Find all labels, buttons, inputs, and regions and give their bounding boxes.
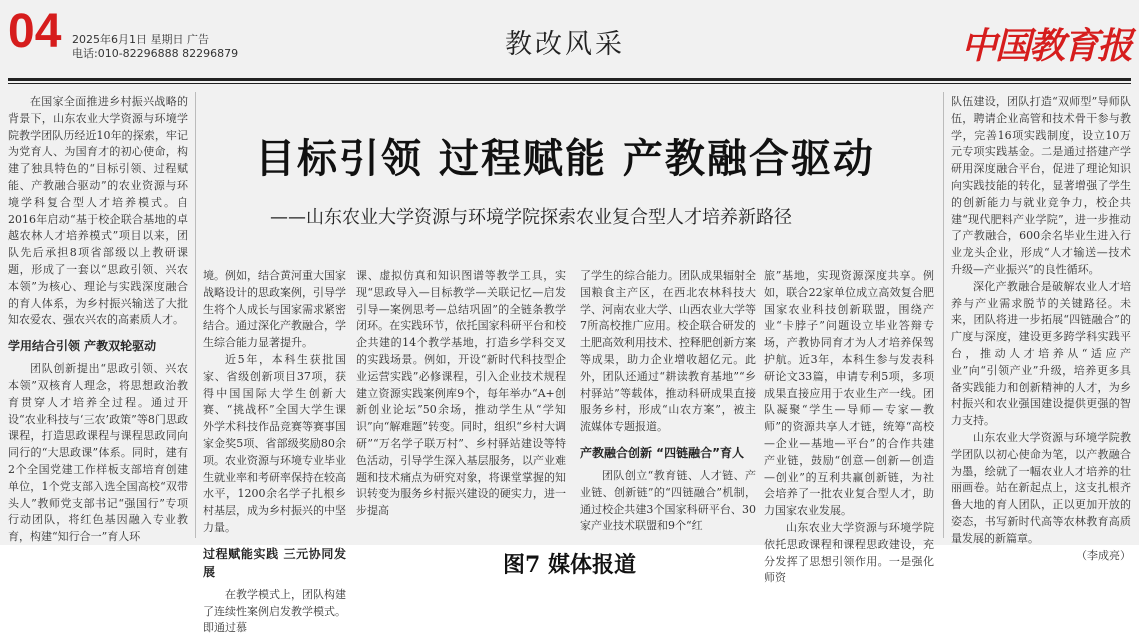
paragraph: 了学生的综合能力。团队成果辐射全国粮食主产区，在西北农林科技大学、河南农业大学、山西农业大学等7所高校推广应用。校企联合研发的土肥高效利用技术、控释肥创新方案等成果，助力企业增收超亿元。此外，团队还通过“耕读教育基地”“乡村驿站”等载体，推动科研成果直接服务乡村，形成“山农方案”，被主流媒体专题报道。: [580, 269, 756, 434]
paragraph: 山东农业大学资源与环境学院依托思政课程和课程思政建设，充分发挥了思想引领作用。一是强化师资: [764, 520, 934, 585]
paragraph: 山东农业大学资源与环境学院教学团队以初心使命为笔，以产教融合为墨，绘就了一幅农业人才培养的壮丽画卷。站在新起点上，这支扎根齐鲁大地的育人团队，正以更加开放的姿态，书写新时代高等农林教育高质量发展的新篇章。: [951, 430, 1131, 545]
paragraph: 近5年，本科生获批国家、省级创新项目37项，获得中国国际大学生创新大赛、“挑战杯”全国大学生课外学术科技作品竞赛等赛事国家金奖5项、省部级奖励80余项。农业资源与环境专业毕业生就业率和考研率保持在较高水平，1200余名学子扎根乡村基层，成为乡村振兴的中坚力量。: [203, 352, 346, 534]
masthead-info: [72, 33, 238, 61]
subhead-1: 学用结合引领 产教双轮驱动: [8, 339, 157, 354]
column-4: [580, 268, 756, 540]
page-number: 04: [8, 5, 62, 58]
subheadline: ——山东农业大学资源与环境学院探索农业复合型人才培养新路径: [270, 207, 792, 228]
paragraph: 境。例如，结合黄河重大国家战略设计的思政案例，引导学生将个人成长与国家需求紧密结合。通过深化产教融合，学生综合能力显著提升。: [203, 269, 346, 350]
newspaper-logo: 中国教育报: [960, 25, 1131, 67]
subhead-2: 过程赋能实践 三元协同发展: [203, 546, 346, 579]
paragraph: 深化产教融合是破解农业人才培养与产业需求脱节的关键路径。未来，团队将进一步拓展“四链融合”的广度与深度，建设更多跨学科实践平台，推动人才培养从“适应产业”向“引领产业”升级，培养更多具备实践能力和创新精神的人才，为乡村振兴和农业强国建设提供更强的智力支持。: [951, 279, 1131, 428]
phone-line: 电话:010-82296888 82296879: [72, 47, 239, 60]
paragraph: 团队创立“教育链、人才链、产业链、创新链”的“四链融合”机制，通过校企共建3个国家科研平台、30家产业技术联盟和9个“红: [580, 468, 756, 533]
date-line: 2025年6月1日 星期日 广告: [72, 33, 209, 46]
masthead-rule-thin: [8, 83, 1131, 84]
column-divider: [943, 92, 944, 538]
column-right: [951, 94, 1131, 562]
paragraph: 在教学模式上，团队构建了连续性案例启发教学模式。即通过慕: [203, 587, 346, 635]
column-3: [356, 268, 566, 540]
paragraph: 团队创新提出“思政引领、兴农本领”双核育人理念，将思想政治教育贯穿人才培养全过程。通过开设“农业科技与‘三农’政策”等8门思政课程，打造思政课程与课程思政同向同行的“大思政课”体系。同时，建有2个全国党建工作样板支部培育创建单位，1个党支部入选全国高校“双带头人”教师党支部书记“强国行”专项行动团队，将红色基因融入专业教育，构建“知行合一”育人环: [8, 362, 188, 544]
subhead-3: 产教融合创新 “四链融合”育人: [580, 445, 744, 460]
column-divider: [195, 92, 196, 538]
figure-caption: 图7 媒体报道: [503, 552, 636, 578]
column-left: [8, 94, 188, 544]
intro-paragraph: 在国家全面推进乡村振兴战略的背景下，山东农业大学资源与环境学院教学团队历经近10年的探索，牢记为党育人、为国育才的初心使命，构建了独具特色的“目标引领、过程赋能、产教融合驱动”的农业资源与环境学科复合型人才培养模式。自2016年启动“基于校企联合基地的卓越农林人才培养模式”项目以来，团队先后承担8项省部级以上教研课题，形成了一套以“思政引领、兴农本领”为核心、理论与实践深度融合的育人体系，为乡村振兴输送了大批知农爱农、强农兴农的高素质人才。: [8, 95, 188, 327]
column-5: [764, 268, 934, 585]
headline: 目标引领 过程赋能 产教融合驱动: [255, 136, 875, 182]
paragraph: 队伍建设，团队打造“双师型”导师队伍，聘请企业高管和技术骨干参与教学，完善16项实践制度，设立10万元专项实践基金。二是通过搭建产学研用深度融合平台，促进了理论知识向实践技能的转化，显著增强了学生的创新能力与就业竞争力，校企共建“现代肥料产业学院”，进一步推动了产教融合，600余名毕业生进入行业龙头企业，形成“人才输送—技术升级—产业振兴”的良性循环。: [951, 95, 1131, 276]
section-title: 教改风采: [505, 29, 625, 60]
byline: （李成亮）: [1076, 548, 1131, 562]
column-2: [203, 268, 346, 635]
paragraph: 旅”基地，实现资源深度共享。例如，联合22家单位成立高效复合肥国家农业科技创新联盟，围绕产业“卡脖子”问题设立毕业答辩专场，产教协同育才为人才培养保驾护航。近3年，本科生参与发表科研论文33篇，申请专利5项，多项成果直接应用于农业生产一线。团队凝聚“学生—导师—专家—教师”的资源共享人才链，统筹“高校—企业—基地—平台”的合作共建产业链，鼓励“创意—创新—创造—创业”的互利共赢创新链，为社会培养了一批农业复合型人才，助力国家农业发展。: [764, 269, 934, 518]
paragraph: 课、虚拟仿真和知识图谱等教学工具，实现“思政导入—目标教学—关联记忆—启发引导—案例思考—总结巩固”的全链条教学闭环。在实践环节，依托国家科研平台和校企共建的14个教学基地，打造乡学科交叉的实践场景。例如，开设“新时代科技型企业运营实践”必修课程，引入企业技术规程建立资源实践案例库9个，每年举办“A+创新创业论坛”50余场，推动学生从“学知识”向“解难题”转变。同时，组织“乡村大调研”“万名学子联万村”、乡村驿站建设等特色活动，引导学生深入基层服务，以产业难题和技术痛点为研究对象，将课堂掌握的知识转变为服务乡村振兴建设的硬实力，进一步提高: [356, 269, 566, 518]
masthead-rule: [8, 78, 1131, 81]
